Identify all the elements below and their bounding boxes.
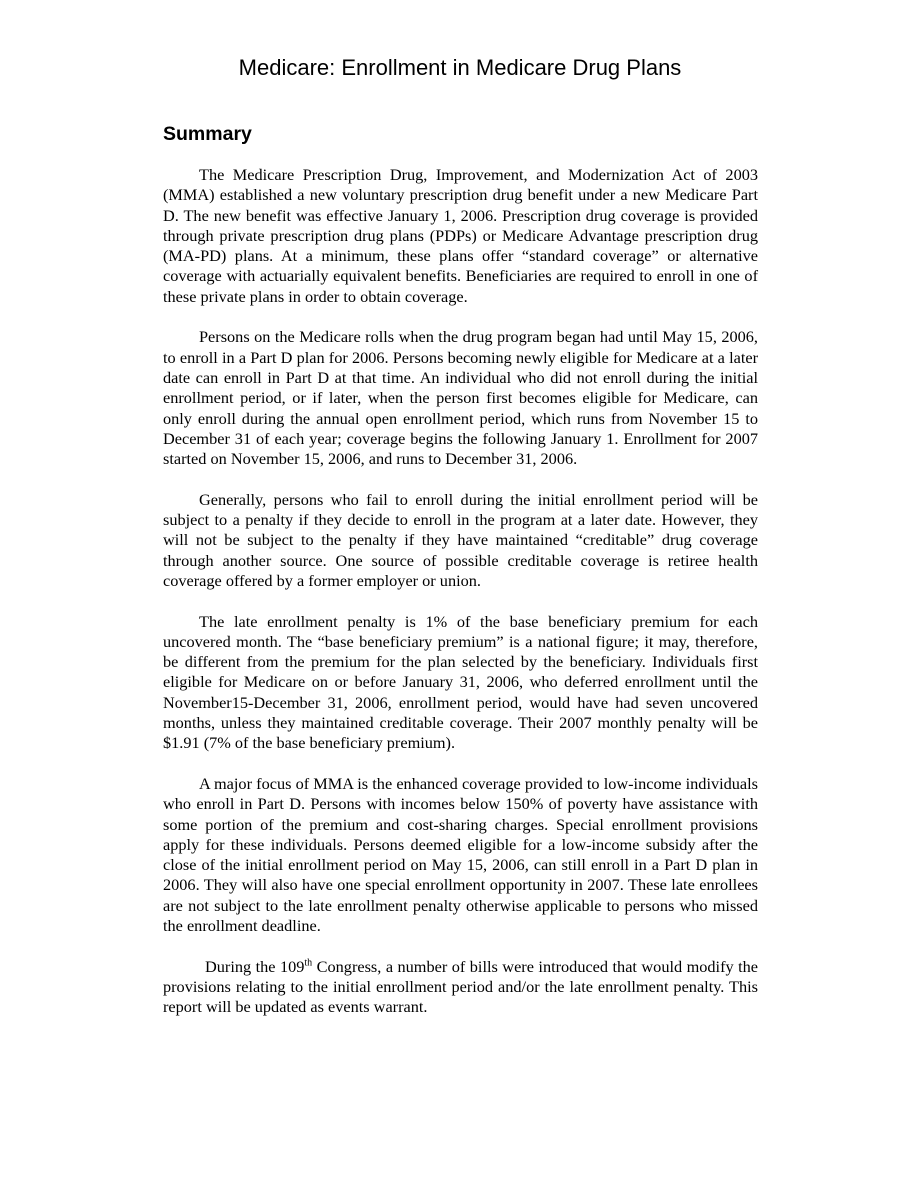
ordinal-superscript: th	[304, 957, 313, 969]
document-title: Medicare: Enrollment in Medicare Drug Plans	[238, 55, 682, 80]
paragraph-5: A major focus of MMA is the enhanced coverage provided to low-income individuals who enroll in Part D. Persons with incomes below 150% of poverty have assistance with some portion of the premium and cost-sharing charges. Special enrollment provisions apply for these individuals. Persons deemed eligible for a low-income subsidy after the close of the initial enrollment period on May 15, 2006, can still enroll in a Part D plan in 2006. They will also have one special enrollment opportunity in 2007. These late enrollees are not subject to the late enrollment penalty otherwise applicable to persons who missed the enrollment deadline.	[163, 773, 758, 935]
paragraph-6-lead: During the 109	[205, 956, 305, 976]
section-heading-summary: Summary	[163, 123, 252, 145]
paragraph-6-rest: Congress, a number of bills were introduced that would modify the provisions relating to the initial enrollment period and/or the late enrollment penalty. This report will be updated as events warrant.	[163, 956, 759, 1017]
paragraph-1: The Medicare Prescription Drug, Improvement, and Modernization Act of 2003 (MMA) established a new voluntary prescription drug benefit under a new Medicare Part D. The new benefit was effective January 1, 2006. Prescription drug coverage is provided through private prescription drug plans (PDPs) or Medicare Advantage prescription drug (MA-PD) plans. At a minimum, these plans offer “standard coverage” or alternative coverage with actuarially equivalent benefits. Beneficiaries are required to enroll in one of these private plans in order to obtain coverage.	[163, 165, 758, 306]
paragraph-4: The late enrollment penalty is 1% of the base beneficiary premium for each uncovered month. The “base beneficiary premium” is a national figure; it may, therefore, be different from the premium for the plan selected by the beneficiary. Individuals first eligible for Medicare on or before January 31, 2006, who deferred enrollment until the November15-December 31, 2006, enrollment period, would have had seven uncovered months, unless they maintained creditable coverage. Their 2007 monthly penalty will be $1.91 (7% of the base beneficiary premium).	[163, 611, 758, 753]
paragraph-3: Generally, persons who fail to enroll during the initial enrollment period will be subject to a penalty if they decide to enroll in the program at a later date. However, they will not be subject to the penalty if they have maintained “creditable” drug coverage through another source. One source of possible creditable coverage is retiree health coverage offered by a former employer or union.	[163, 489, 758, 590]
paragraph-6	[163, 957, 758, 1018]
summary-body	[163, 165, 758, 1038]
paragraph-2: Persons on the Medicare rolls when the drug program began had until May 15, 2006, to enroll in a Part D plan for 2006. Persons becoming newly eligible for Medicare at a later date can enroll in Part D at that time. An individual who did not enroll during the initial enrollment period, or if later, when the person first becomes eligible for Medicare, can only enroll during the annual open enrollment period, which runs from November 15 to December 31 of each year; coverage begins the following January 1. Enrollment for 2007 started on November 15, 2006, and runs to December 31, 2006.	[163, 327, 758, 469]
